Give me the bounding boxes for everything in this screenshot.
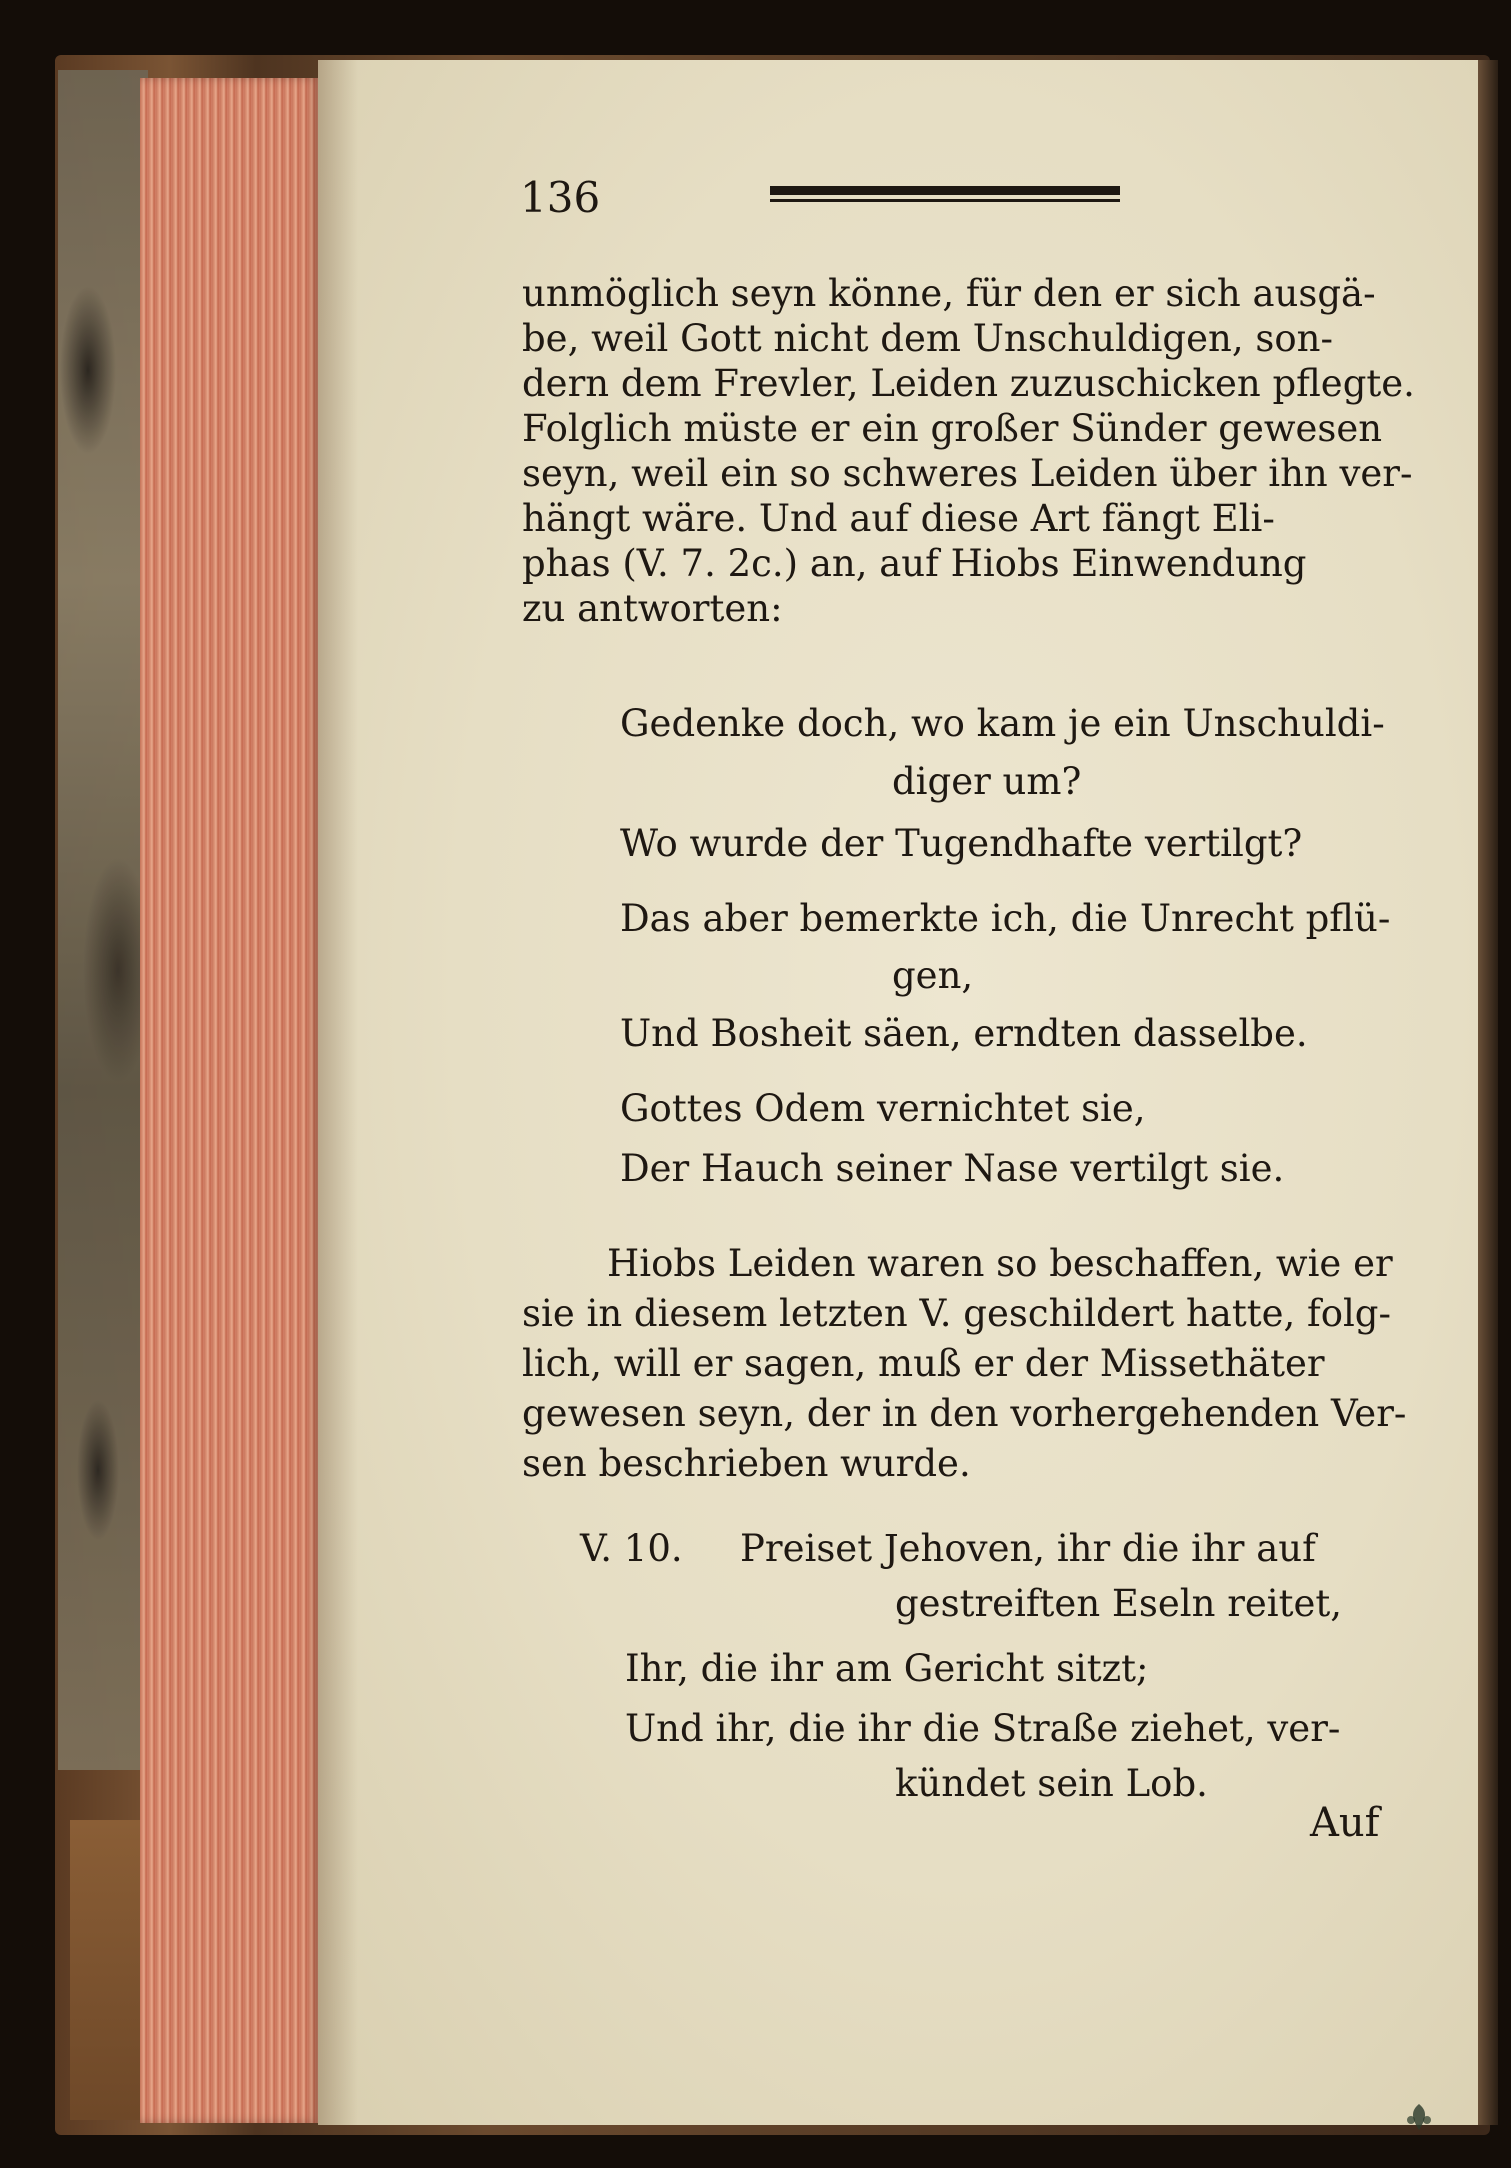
verse-reference: V. 10. [580, 1527, 683, 1570]
header-rule [770, 186, 1120, 202]
text-line: lich, will er sagen, muß er der Missethäter [522, 1342, 1325, 1385]
verse-line: Das aber bemerkte ich, die Unrecht pflü- [620, 897, 1391, 940]
text-line: hängt wäre. Und auf diese Art fängt Eli- [522, 497, 1275, 540]
verse-line: Gedenke doch, wo kam je ein Unschuldi- [620, 702, 1385, 745]
text-line: zu antworten: [522, 587, 783, 630]
text-line: sen beschrieben wurde. [522, 1442, 971, 1485]
text-line: sie in diesem letzten V. geschildert hatte, folg- [522, 1292, 1391, 1335]
text-line: Folglich müste er ein großer Sünder gewesen [522, 407, 1383, 450]
catchword: Auf [1310, 1800, 1380, 1846]
verse-line: Ihr, die ihr am Gericht sitzt; [625, 1647, 1149, 1690]
verse-line: gestreiften Eseln reitet, [895, 1582, 1343, 1625]
text-line: phas (V. 7. 2c.) an, auf Hiobs Einwendung [522, 542, 1307, 585]
text-line: Hiobs Leiden waren so beschaffen, wie er [607, 1242, 1393, 1285]
page-edges [140, 78, 320, 2123]
verse-line: Gottes Odem vernichtet sie, [620, 1087, 1146, 1130]
page-right-edge [1478, 60, 1498, 2125]
verse-line: kündet sein Lob. [895, 1762, 1208, 1805]
text-line: be, weil Gott nicht dem Unschuldigen, son- [522, 317, 1333, 360]
text-line: dern dem Frevler, Leiden zuzuschicken pflegte. [522, 362, 1415, 405]
text-line: gewesen seyn, der in den vorhergehenden Ver- [522, 1392, 1407, 1435]
verse-line: Wo wurde der Tugendhafte vertilgt? [620, 822, 1303, 865]
text-line: seyn, weil ein so schweres Leiden über ihn ver- [522, 452, 1413, 495]
verse-line: Und ihr, die ihr die Straße ziehet, ver- [625, 1707, 1341, 1750]
marbled-cover-edge [58, 70, 148, 1770]
fleuron-icon [1402, 2100, 1436, 2134]
verse-line: gen, [892, 954, 974, 997]
verse-line: Der Hauch seiner Nase vertilgt sie. [620, 1147, 1285, 1190]
verse-line: diger um? [892, 760, 1082, 803]
page-gutter-shadow [318, 60, 358, 2125]
verse-line: Preiset Jehoven, ihr die ihr auf [740, 1527, 1316, 1570]
verse-line: Und Bosheit säen, erndten dasselbe. [620, 1012, 1308, 1055]
text-line: unmöglich seyn könne, für den er sich ausgä- [522, 272, 1376, 315]
page-number: 136 [520, 173, 601, 222]
